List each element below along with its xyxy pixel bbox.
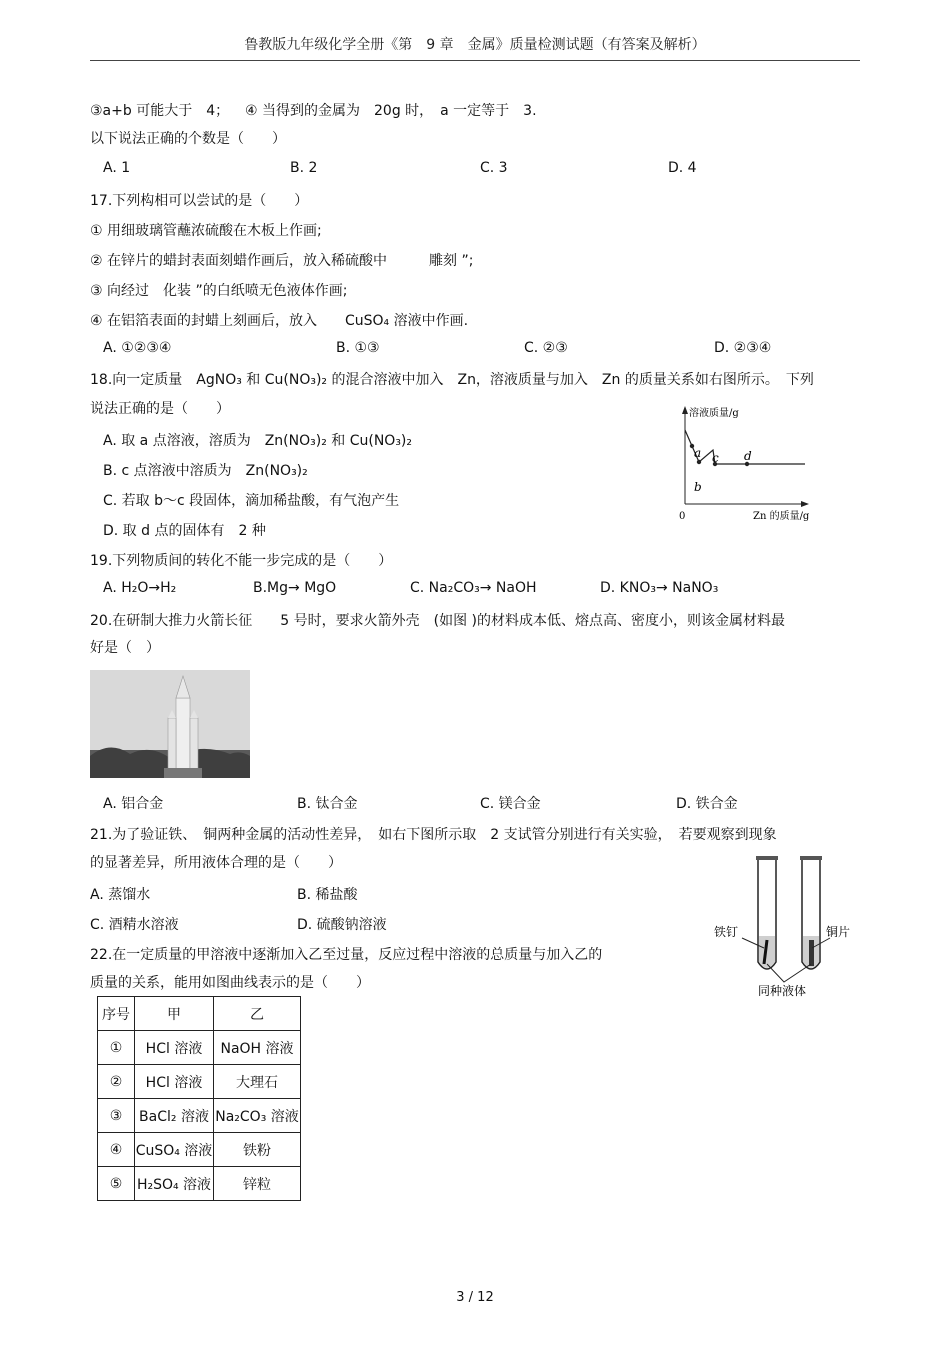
row-jia: BaCl₂ 溶液 [135, 1099, 214, 1133]
liquid-pointer [767, 964, 811, 982]
rocket-photo [90, 670, 250, 778]
row-index: ② [98, 1065, 135, 1099]
graph-label-c: c [712, 451, 719, 465]
row-index: ③ [98, 1099, 135, 1133]
header-index: 序号 [98, 997, 135, 1031]
q21-option-b: B. 稀盐酸 [297, 887, 358, 903]
graph-y-label: 溶液质量/g [689, 408, 739, 419]
q17-option-a: A. ①②③④ [103, 340, 172, 356]
q22-stem-line-2: 质量的关系，能用如图曲线表示的是（ ） [90, 975, 370, 991]
right-tube-rim [800, 856, 822, 860]
row-jia: HCl 溶液 [135, 1031, 214, 1065]
header-yi: 乙 [214, 997, 301, 1031]
q19-option-a: A. H₂O→H₂ [103, 580, 177, 596]
page-header: 鲁教版九年级化学全册《第 9 章 金属》质量检测试题（有答案及解析） [244, 37, 706, 53]
row-yi: 大理石 [214, 1065, 301, 1099]
left-tube-rim [756, 856, 778, 860]
rocket-illustration [90, 670, 250, 778]
table-row [98, 1133, 301, 1167]
table-row [98, 1099, 301, 1133]
q20-stem-line-2: 好是（ ） [90, 640, 160, 656]
header-divider [90, 60, 860, 61]
q16-statement-3: ③a+b 可能大于 4； [90, 103, 230, 119]
row-jia: HCl 溶液 [135, 1065, 214, 1099]
q21-stem-line-2: 的显著差异，所用液体合理的是（ ） [90, 855, 342, 871]
row-index: ④ [98, 1133, 135, 1167]
q20-stem-line-1: 20.在研制大推力火箭长征 5 号时，要求火箭外壳 (如图 )的材料成本低、熔点高、密度小，则该金属材料最 [90, 613, 785, 629]
q16-option-b: B. 2 [290, 160, 318, 176]
q21-test-tube-figure [712, 852, 862, 1002]
q20-option-c: C. 镁合金 [480, 796, 541, 812]
header-jia: 甲 [135, 997, 214, 1031]
graph-origin-label: 0 [679, 511, 686, 522]
row-yi: Na₂CO₃ 溶液 [214, 1099, 301, 1133]
q19-option-d: D. KNO₃→ NaNO₃ [600, 580, 719, 596]
q21-stem-line-1: 21.为了验证铁、 铜两种金属的活动性差异， 如右下图所示取 2 支试管分别进行有关实验， 若要观察到现象 [90, 827, 777, 843]
row-jia: CuSO₄ 溶液 [135, 1133, 214, 1167]
row-jia: H₂SO₄ 溶液 [135, 1167, 214, 1201]
q22-stem-line-1: 22.在一定质量的甲溶液中逐渐加入乙至过量，反应过程中溶液的总质量与加入乙的 [90, 947, 603, 963]
copper-strip [809, 940, 814, 966]
q17-option-b: B. ①③ [336, 340, 380, 356]
q19-option-c: C. Na₂CO₃→ NaOH [410, 580, 537, 596]
q18-stem-line-1: 18.向一定质量 AgNO₃ 和 Cu(NO₃)₂ 的混合溶液中加入 Zn，溶液质量与加入 Zn 的质量关系如右图所示。 下列 [90, 372, 814, 388]
q16-option-c: C. 3 [480, 160, 508, 176]
q18-option-a: A. 取 a 点溶液，溶质为 Zn(NO₃)₂ 和 Cu(NO₃)₂ [103, 433, 413, 449]
q19-stem: 19.下列物质间的转化不能一步完成的是（ ） [90, 553, 393, 569]
table-header-row [98, 997, 301, 1031]
same-liquid-label: 同种液体 [758, 984, 807, 998]
q18-option-b: B. c 点溶液中溶质为 Zn(NO₃)₂ [103, 463, 308, 479]
row-index: ① [98, 1031, 135, 1065]
q16-stem: 以下说法正确的个数是（ ） [90, 131, 286, 147]
table-row [98, 1031, 301, 1065]
q17-item-1: ① 用细玻璃管蘸浓硫酸在木板上作画; [90, 223, 322, 239]
q20-option-d: D. 铁合金 [676, 796, 738, 812]
graph-y-arrow-icon [682, 406, 688, 414]
row-yi: NaOH 溶液 [214, 1031, 301, 1065]
q17-item-3: ③ 向经过 化装 ”的白纸喷无色液体作画; [90, 283, 348, 299]
graph-point-b [697, 460, 701, 464]
q18-solution-mass-graph [665, 400, 840, 530]
q22-reagent-table [97, 996, 301, 1201]
q16-statement-4: ④ 当得到的金属为 20g 时， a 一定等于 3. [245, 103, 537, 119]
q20-option-b: B. 钛合金 [297, 796, 358, 812]
graph-x-arrow-icon [801, 501, 809, 507]
q21-option-d: D. 硫酸钠溶液 [297, 917, 387, 933]
table-row [98, 1167, 301, 1201]
row-yi: 锌粒 [214, 1167, 301, 1201]
graph-label-a: a [694, 446, 702, 460]
q16-option-a: A. 1 [103, 160, 131, 176]
graph-x-label: Zn 的质量/g [753, 511, 810, 522]
row-index: ⑤ [98, 1167, 135, 1201]
q17-option-c: C. ②③ [524, 340, 568, 356]
q17-option-d: D. ②③④ [714, 340, 772, 356]
graph-label-d: d [744, 449, 752, 463]
q17-item-4: ④ 在铝箔表面的封蜡上刻画后，放入 CuSO₄ 溶液中作画. [90, 313, 469, 329]
q17-item-2: ② 在锌片的蜡封表面刻蜡作画后，放入稀硫酸中 雕刻 ”; [90, 253, 474, 269]
page-number: 3 / 12 [456, 1290, 494, 1305]
row-yi: 铁粉 [214, 1133, 301, 1167]
q18-stem-line-2: 说法正确的是（ ） [90, 401, 230, 417]
q17-stem: 17.下列构相可以尝试的是（ ） [90, 193, 309, 209]
q21-option-a: A. 蒸馏水 [90, 887, 151, 903]
q21-option-c: C. 酒精水溶液 [90, 917, 179, 933]
q18-option-d: D. 取 d 点的固体有 2 种 [103, 523, 266, 539]
table-row [98, 1065, 301, 1099]
q18-option-c: C. 若取 b～c 段固体，滴加稀盐酸，有气泡产生 [103, 493, 400, 509]
graph-label-b: b [694, 480, 702, 494]
iron-nail-label: 铁钉 [714, 925, 739, 939]
copper-label: 铜片 [826, 925, 851, 939]
q20-option-a: A. 铝合金 [103, 796, 164, 812]
q16-option-d: D. 4 [668, 160, 697, 176]
q19-option-b: B.Mg→ MgO [253, 580, 337, 596]
